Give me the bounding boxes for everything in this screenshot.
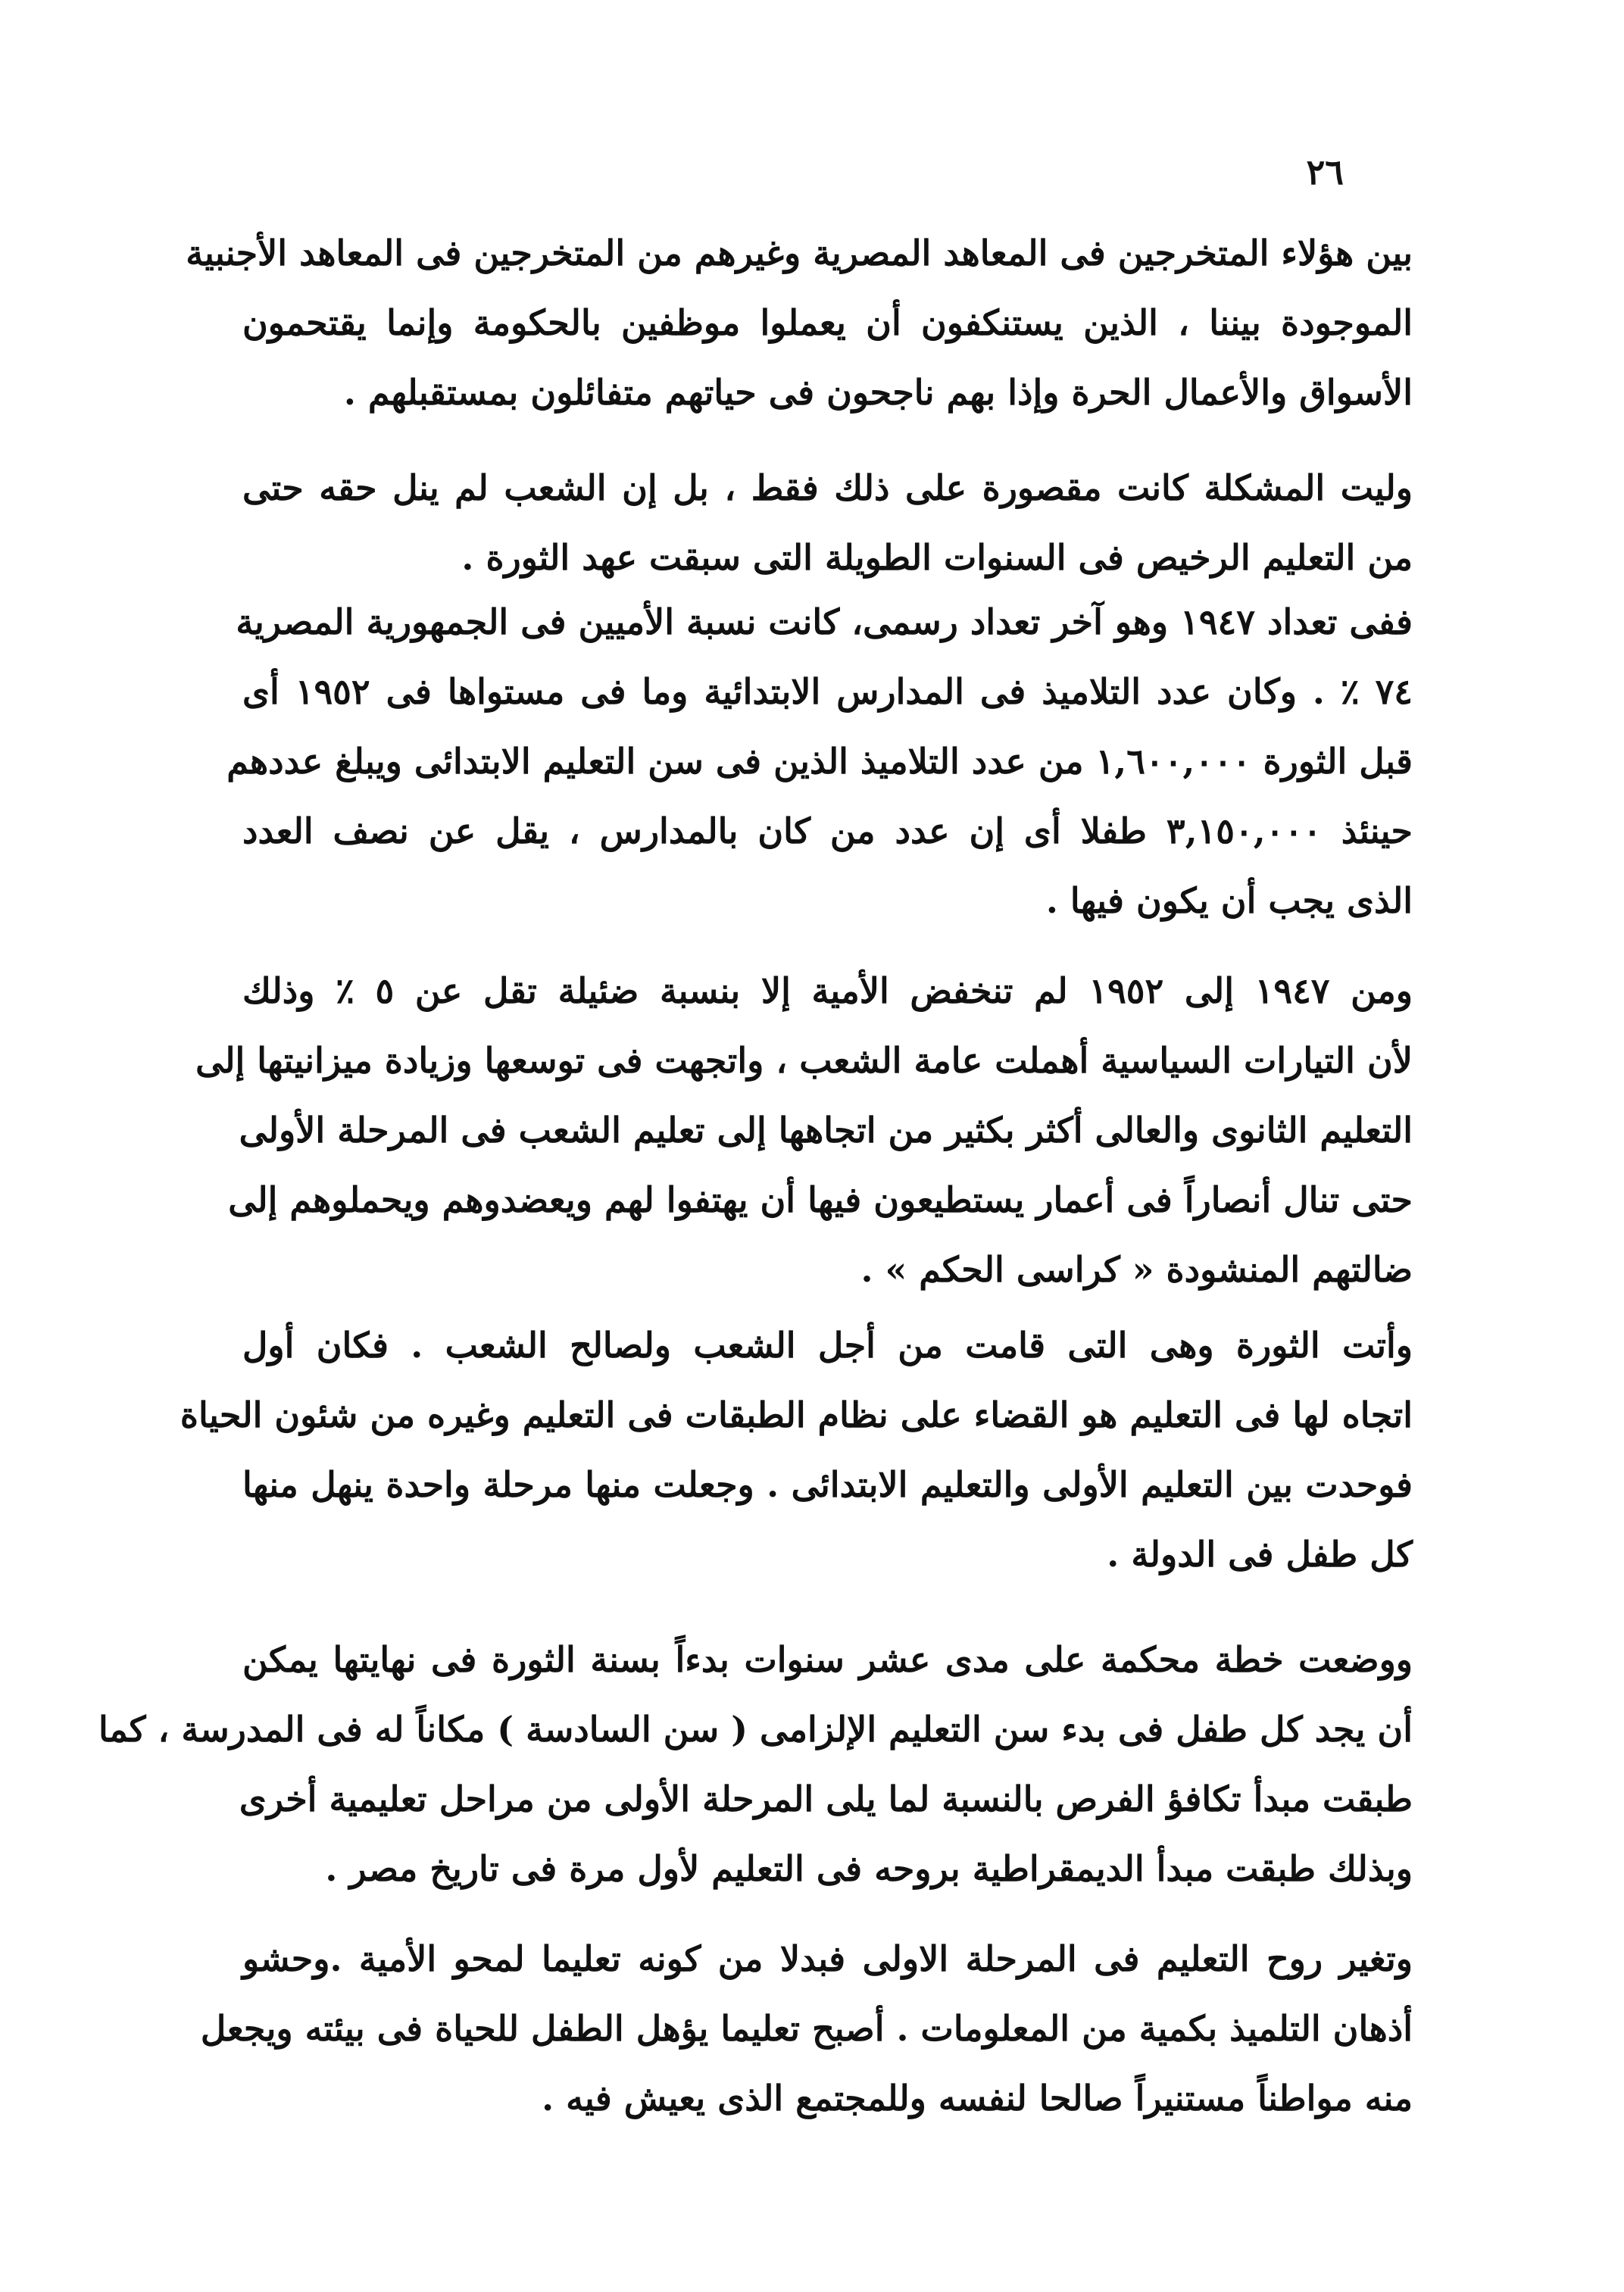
text-line: وأتت الثورة وهى التى قامت من أجل الشعب ولصالح الشعب . فكان أول bbox=[242, 1325, 1413, 1366]
text-line: اتجاه لها فى التعليم هو القضاء على نظام الطبقات فى التعليم وغيره من شئون الحياة bbox=[180, 1394, 1413, 1435]
paragraph bbox=[195, 956, 1413, 1304]
text-line: الموجودة بيننا ، الذين يستنكفون أن يعملوا موظفين بالحكومة وإنما يقتحمون bbox=[242, 302, 1413, 343]
text-line: حتى تنال أنصاراً فى أعمار يستطيعون فيها أن يهتفوا لهم ويعضدوهم ويحملوهم إلى bbox=[228, 1179, 1413, 1220]
text-line: كل طفل فى الدولة . bbox=[1107, 1534, 1413, 1575]
text-line: ووضعت خطة محكمة على مدى عشر سنوات بدءاً بسنة الثورة فى نهايتها يمكن bbox=[242, 1639, 1413, 1680]
text-line: وتغير روح التعليم فى المرحلة الاولى فبدلا من كونه تعليما لمحو الأمية .وحشو bbox=[242, 1938, 1413, 1979]
text-line: بين هؤلاء المتخرجين فى المعاهد المصرية وغيرهم من المتخرجين فى المعاهد الأجنبية bbox=[186, 233, 1413, 273]
text-line: فوحدت بين التعليم الأولى والتعليم الابتدائى . وجعلت منها مرحلة واحدة ينهل منها bbox=[242, 1464, 1413, 1505]
text-line: التعليم الثانوى والعالى أكثر بكثير من اتجاهها إلى تعليم الشعب فى المرحلة الأولى bbox=[239, 1110, 1413, 1151]
text-line: ففى تعداد ١٩٤٧ وهو آخر تعداد رسمى، كانت نسبة الأميين فى الجمهورية المصرية bbox=[236, 601, 1413, 642]
text-line: طبقت مبدأ تكافؤ الفرص بالنسبة لما يلى المرحلة الأولى من مراحل تعليمية أخرى bbox=[239, 1778, 1413, 1819]
paragraph bbox=[242, 453, 1413, 592]
text-line: لأن التيارات السياسية أهملت عامة الشعب ، واتجهت فى توسعها وزيادة ميزانيتها إلى bbox=[195, 1040, 1413, 1081]
paragraph bbox=[180, 1310, 1413, 1589]
paragraph bbox=[98, 1625, 1413, 1903]
page-number: ٢٦ bbox=[1306, 151, 1344, 192]
text-line: وليت المشكلة كانت مقصورة على ذلك فقط ، بل إن الشعب لم ينل حقه حتى bbox=[242, 467, 1413, 508]
text-line: حينئذ ٣,١٥٠,٠٠٠ طفلا أى إن عدد من كان بالمدارس ، يقل عن نصف العدد bbox=[242, 810, 1413, 851]
text-line: منه مواطناً مستنيراً صالحا لنفسه وللمجتمع الذى يعيش فيه . bbox=[542, 2078, 1413, 2119]
paragraph bbox=[226, 587, 1413, 935]
paragraph bbox=[200, 1924, 1413, 2133]
text-line: وبذلك طبقت مبدأ الديمقراطية بروحه فى التعليم لأول مرة فى تاريخ مصر . bbox=[325, 1848, 1413, 1889]
text-line: أن يجد كل طفل فى بدء سن التعليم الإلزامى ( سن السادسة ) مكاناً له فى المدرسة ، كما bbox=[98, 1709, 1413, 1750]
paragraph bbox=[186, 218, 1413, 427]
text-line: الذى يجب أن يكون فيها . bbox=[1045, 880, 1413, 921]
text-line: ضالتهم المنشودة « كراسى الحكم » . bbox=[860, 1249, 1413, 1290]
text-line: الأسواق والأعمال الحرة وإذا بهم ناجحون فى حياتهم متفائلون بمستقبلهم . bbox=[343, 372, 1413, 413]
text-line: أذهان التلميذ بكمية من المعلومات . أصبح تعليما يؤهل الطفل للحياة فى بيئته ويجعل bbox=[200, 2008, 1413, 2049]
text-line: ٧٤ ٪ . وكان عدد التلاميذ فى المدارس الابتدائية وما فى مستواها فى ١٩٥٢ أى bbox=[242, 671, 1413, 712]
text-line: ومن ١٩٤٧ إلى ١٩٥٢ لم تنخفض الأمية إلا بنسبة ضئيلة تقل عن ٥ ٪ وذلك bbox=[242, 970, 1413, 1011]
text-line: من التعليم الرخيص فى السنوات الطويلة التى سبقت عهد الثورة . bbox=[461, 537, 1413, 578]
text-line: قبل الثورة ١,٦٠٠,٠٠٠ من عدد التلاميذ الذين فى سن التعليم الابتدائى ويبلغ عددهم bbox=[226, 741, 1413, 782]
